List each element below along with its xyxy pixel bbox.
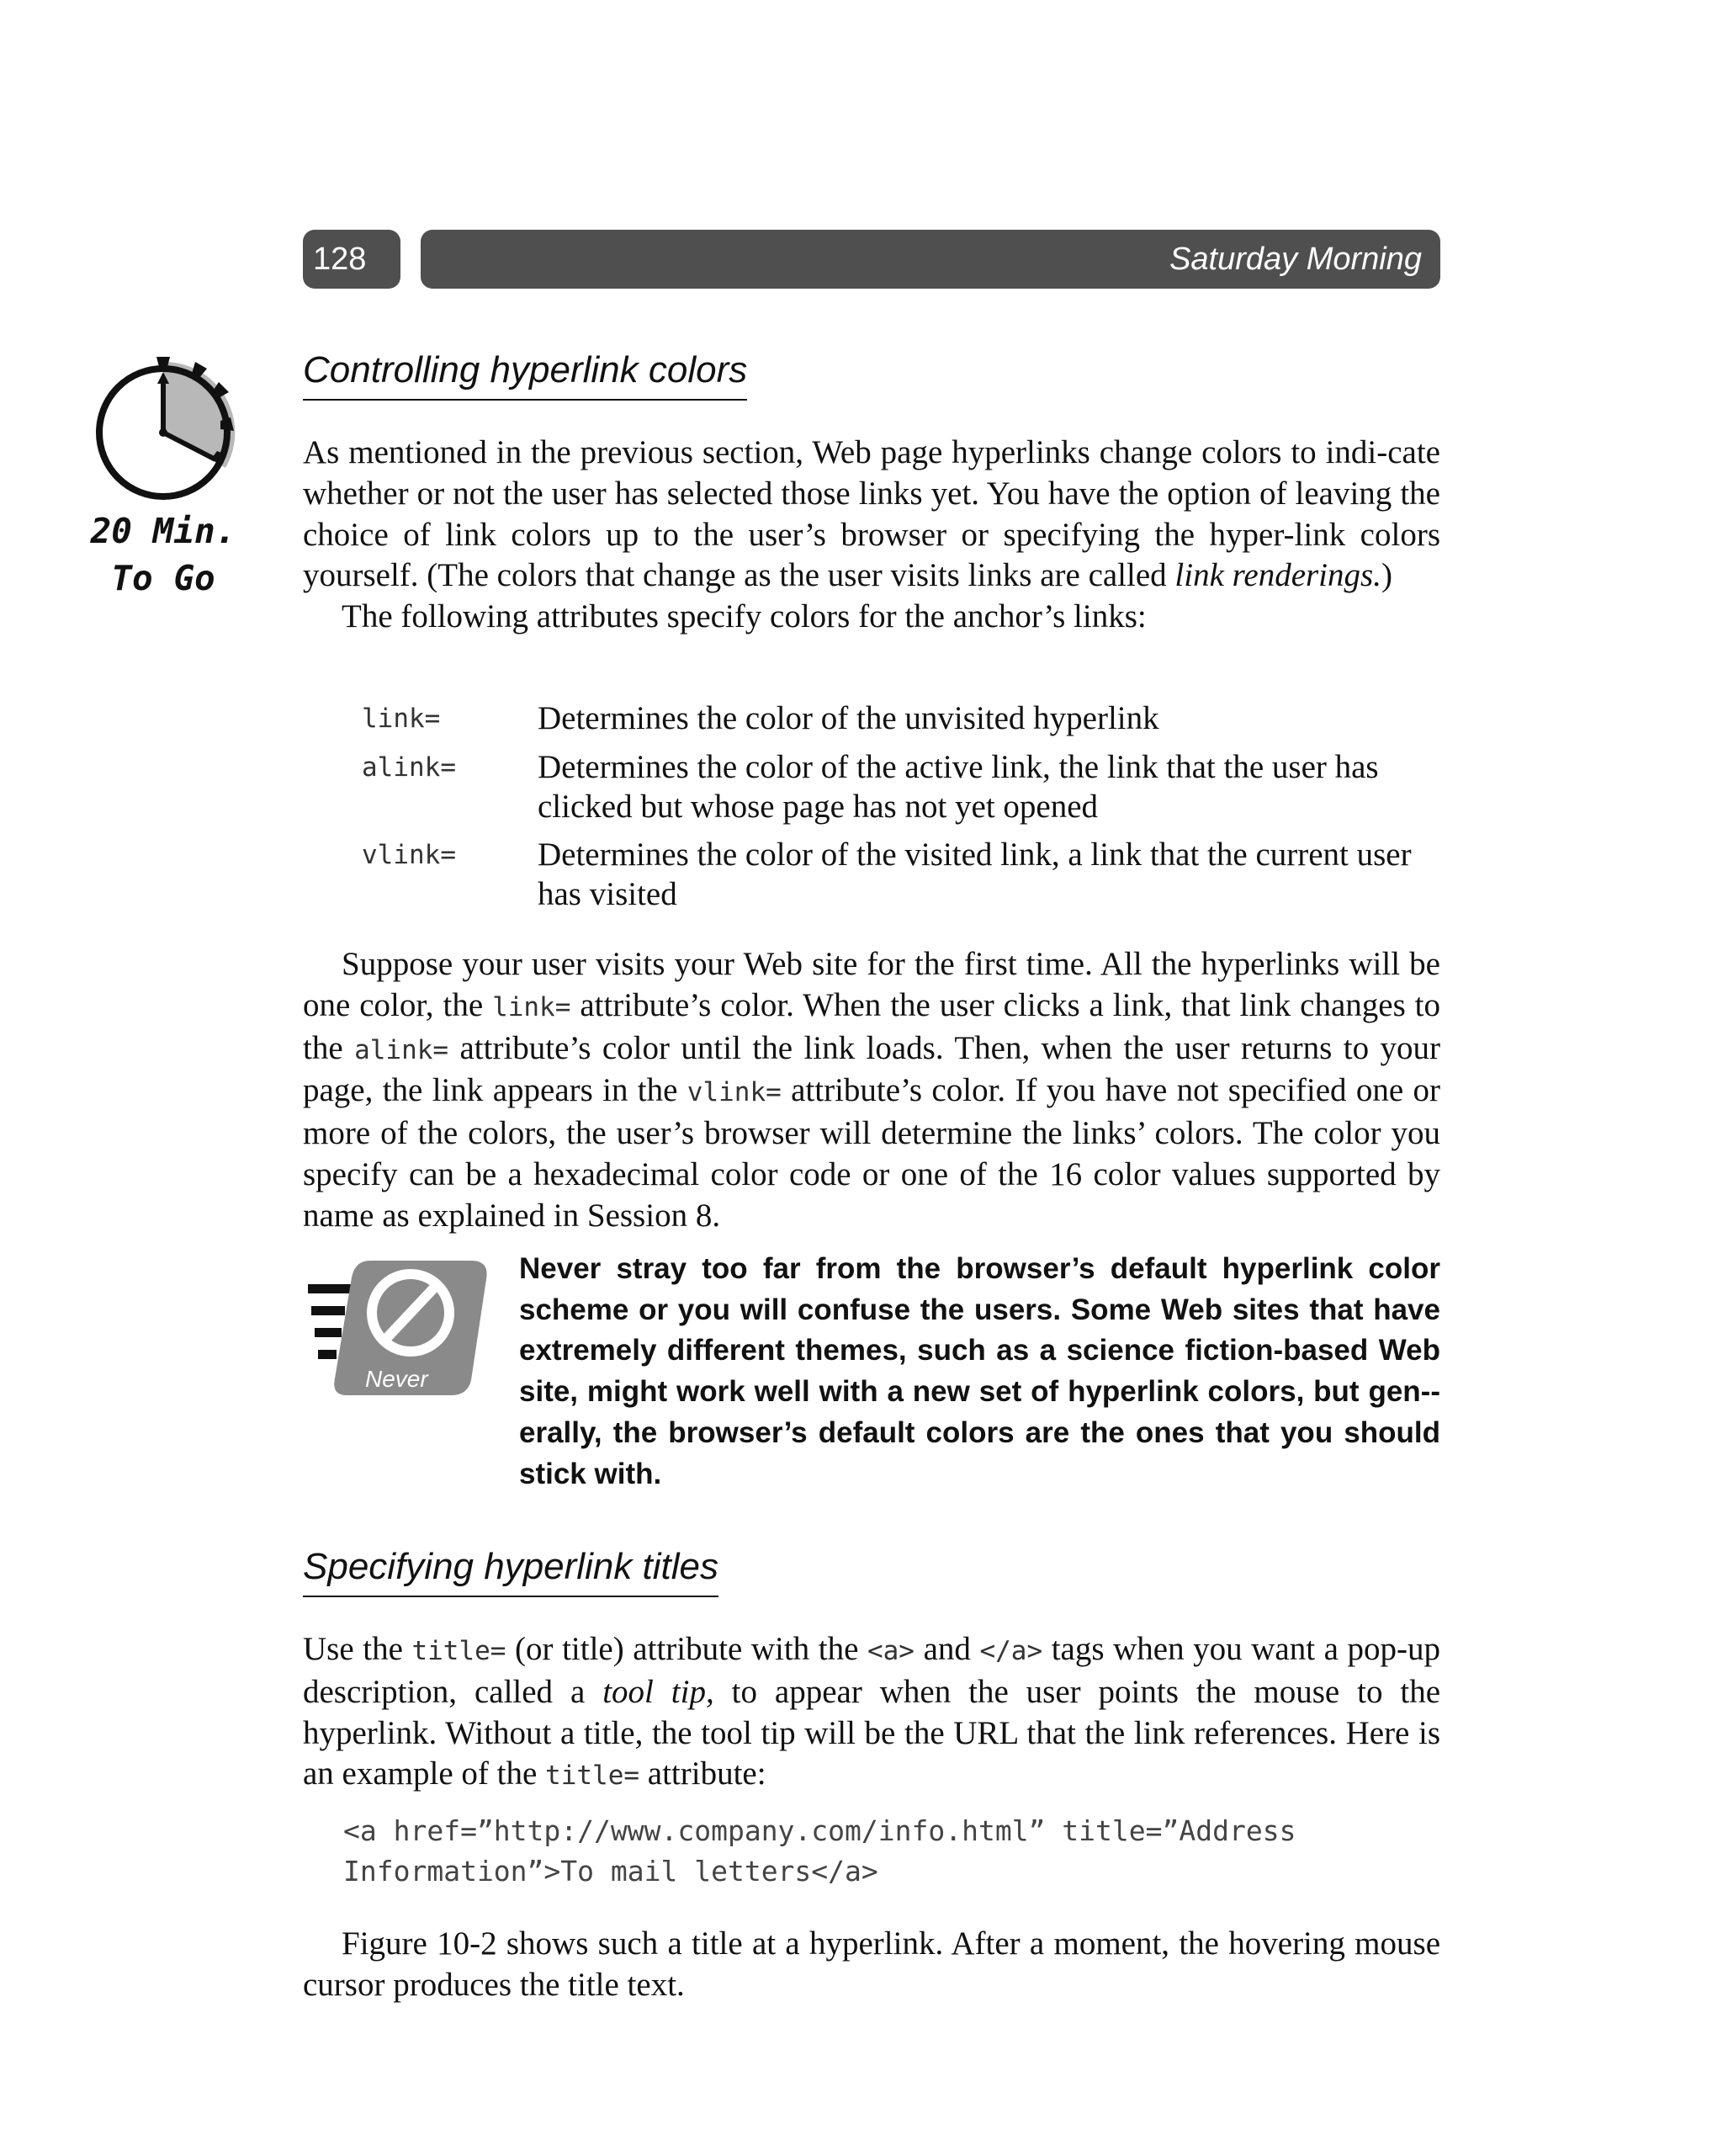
inline-code: link= (492, 991, 571, 1022)
stopwatch-icon (93, 352, 244, 503)
running-header (421, 230, 1440, 289)
attribute-row-alink (362, 747, 1440, 826)
attribute-term: alink= (362, 752, 456, 783)
code-line: <a href=”http://www.company.com/info.html” title=”Address (343, 1814, 1296, 1847)
text-run: and (914, 1631, 980, 1667)
text-run: ) (1381, 557, 1392, 594)
figure-reference-paragraph-block (303, 1924, 1440, 2006)
text-run: attribute’s color until the link loads. Then, when the user returns to your page, the link appears in the (303, 1029, 1440, 1109)
inline-code: title= (545, 1760, 640, 1792)
timer-caption-line2: To Go (111, 558, 215, 598)
page-number-tab (303, 230, 400, 289)
section-heading-hyperlink-titles: Specifying hyperlink titles (303, 1542, 718, 1597)
never-note-text: Never stray too far from the browser’s default hyperlink color scheme or you will confuse the users. Some Web sites that have extremely different themes, such as a science fiction-based Web site, might work well with a new set of hyperlink colors, but gen-erally, the browser’s default colors are the ones that you should stick with. (519, 1252, 1440, 1490)
text-run: attribute’s color. When the user clicks a link, that link changes to the (303, 986, 1441, 1066)
attribute-description: Determines the color of the active link, the link that the user has clicked but whose page has not yet opened (538, 749, 1379, 825)
inline-code: <a> (867, 1636, 915, 1666)
attribute-term: link= (362, 704, 441, 734)
text-run: to appear when the user points the mouse to the hyperlink. Without a title, the tool tip will be the URL that the link references. Here is an example of the (303, 1673, 1441, 1792)
attribute-term: vlink= (362, 840, 456, 870)
paragraph-figure-reference: Figure 10-2 shows such a title at a hyperlink. After a moment, the hovering mouse cursor produces the title text. (303, 1925, 1440, 2003)
emphasis-link-renderings: link renderings. (1174, 557, 1381, 594)
intro-paragraphs (303, 433, 1440, 638)
attribute-row-link (362, 698, 1440, 739)
inline-code: alink= (354, 1034, 449, 1065)
text-run: attribute’s color. If you have not specified one or more of the colors, the user’s browser will determine the links’ colors. The color you specify can be a hexadecimal color code or one of the 16 color values supported by name as explained in Session 8. (303, 1072, 1441, 1234)
text-run: (or title) attribute with the (506, 1631, 867, 1667)
page-number: 128 (313, 242, 367, 277)
inline-code: vlink= (687, 1077, 782, 1108)
link-behavior-paragraph-block (303, 944, 1440, 1237)
attribute-definition-list (362, 698, 1440, 914)
text-run: Use the (303, 1631, 412, 1667)
timer-caption (87, 507, 239, 602)
emphasis-tool-tip: tool tip, (602, 1673, 714, 1710)
attribute-description: Determines the color of the visited link, a link that the current user has visited (538, 836, 1412, 912)
text-run: As mentioned in the previous section, Web page hyperlinks change colors to indi-cate whether or not the user has selected those links yet. You have the option of leaving the choice of link colors up to the user’s browser or specifying the hyper-link colors yourself. (The colors that change as the user visits links are called (303, 434, 1440, 594)
attribute-row-vlink (362, 835, 1440, 914)
paragraph-link-behavior (303, 944, 1440, 1237)
section-heading-link-colors: Controlling hyperlink colors (303, 345, 747, 401)
code-example (343, 1811, 1440, 1892)
paragraph-attributes-intro: The following attributes specify colors for the anchor’s links: (342, 598, 1147, 635)
timer-hub (159, 428, 167, 437)
never-icon-label: Never (365, 1366, 428, 1392)
text-run: tags when you want a pop-up description, called a (303, 1631, 1441, 1710)
paragraph-title-attribute (303, 1629, 1440, 1797)
running-title: Saturday Morning (1169, 242, 1422, 277)
text-run: Suppose your user visits your Web site for the first time. All the hyperlinks will be one color, the (303, 946, 1440, 1023)
text-run: attribute: (639, 1755, 766, 1792)
title-attribute-paragraph-block (303, 1629, 1440, 1797)
timer-caption-line1: 20 Min. (90, 511, 236, 551)
paragraph-link-colors-intro (303, 433, 1440, 597)
inline-code: </a> (979, 1636, 1043, 1666)
inline-code: title= (411, 1636, 506, 1666)
attribute-description: Determines the color of the unvisited hyperlink (538, 700, 1159, 736)
never-icon (303, 1254, 491, 1402)
code-line: Information”>To mail letters</a> (343, 1855, 878, 1888)
